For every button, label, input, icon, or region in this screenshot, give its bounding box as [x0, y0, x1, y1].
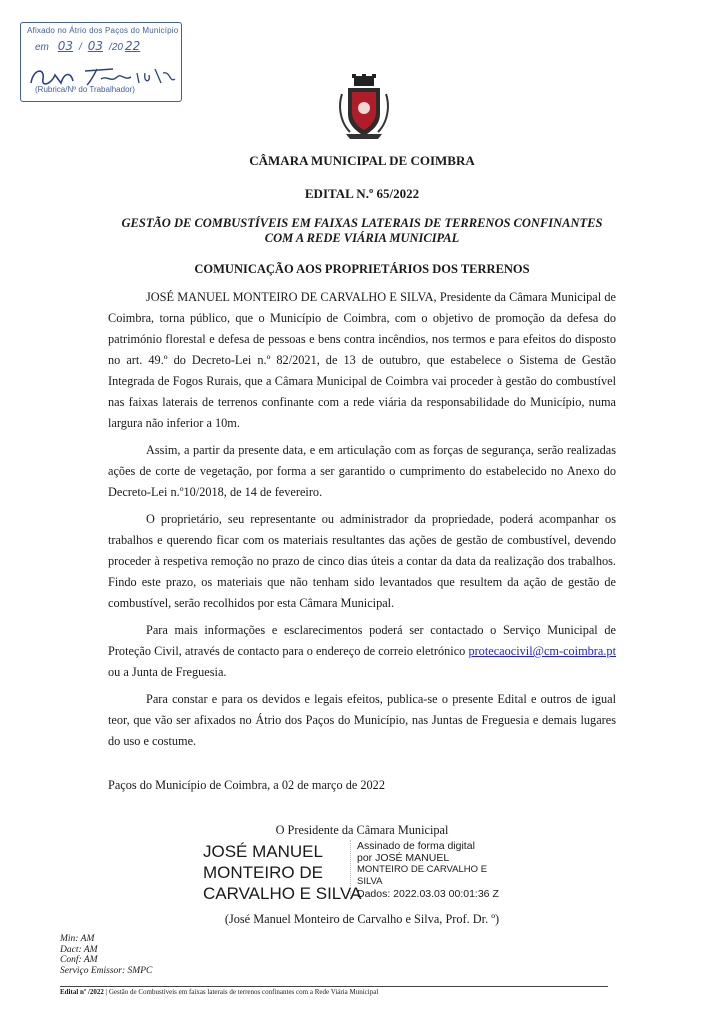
president-title: O Presidente da Câmara Municipal [275, 823, 449, 837]
page-footer [60, 986, 608, 996]
stamp-date: em 03 / 03 /20 22 [35, 39, 141, 53]
footer-label: Edital nº /2022 [60, 988, 104, 996]
edital-number: EDITAL N.º 65/2022 [304, 186, 420, 201]
communication-heading: COMUNICAÇÃO AOS PROPRIETÁRIOS DOS TERRENOS [194, 262, 530, 276]
paragraph-2: Assim, a partir da presente data, e em articulação com as forças de segurança, serão realizadas ações de corte de vegetação, por forma a ser garantido o cumprimento do estabelecido no Anexo do Decreto-Lei n.º10/2018, de 14 de fevereiro. [108, 443, 616, 499]
subject-title: GESTÃO DE COMBUSTÍVEIS EM FAIXAS LATERAIS DE TERRENOS CONFINANTES COM A REDE VIÁRIA MUNICIPAL [121, 216, 603, 245]
digital-signature-details: Assinado de forma digital por JOSÉ MANUEL MONTEIRO DE CARVALHO E SILVA Dados: 2022.03.03 00:01:36 Z [350, 840, 537, 900]
afixado-stamp [20, 22, 182, 102]
footer-text: | Gestão de Combustíveis em faixas laterais de terrenos confinantes com a Rede Viária Municipal [105, 988, 379, 996]
digital-signature-name: JOSÉ MANUEL MONTEIRO DE CARVALHO E SILVA [203, 842, 362, 903]
stamp-title: Afixado no Átrio dos Paços do Município [27, 26, 179, 35]
paragraph-3: O proprietário, seu representante ou administrador da propriedade, poderá acompanhar os trabalhos e querendo ficar com os materiais resultantes das ações de gestão de combustível, devendo proceder à respetiva remoção no prazo de cinco dias úteis a contar da data da realização dos trabalhos. Findo este prazo, os materiais que não tenham sido levantados que resultem da ação de gestão de combustível, serão recolhidos por esta Câmara Municipal. [108, 512, 616, 610]
date-line: Paços do Município de Coimbra, a 02 de março de 2022 [108, 778, 385, 792]
document-metadata: Min: AM Dact: AM Conf: AM Serviço Emissor: SMPC [60, 934, 153, 976]
coat-of-arms-icon [336, 72, 392, 140]
stamp-caption: (Rubrica/Nº do Trabalhador) [35, 85, 135, 94]
stamp-month: 03 [87, 39, 104, 53]
stamp-day: 03 [57, 39, 73, 53]
paragraph-4: Para mais informações e esclarecimentos poderá ser contactado o Serviço Municipal de Proteção Civil, através de contacto para o endereço de correio eletrónico protecaocivil@cm-coimbra.pt ou a Junta de Freguesia. [108, 623, 616, 679]
paragraph-5: Para constar e para os devidos e legais efeitos, publica-se o presente Edital e outros de igual teor, que vão ser afixados no Átrio dos Paços do Município, nas Juntas de Freguesia e demais lugares do uso e costume. [108, 692, 616, 748]
institution-title: CÂMARA MUNICIPAL DE COIMBRA [249, 153, 475, 168]
email-link[interactable]: protecaocivil@cm-coimbra.pt [468, 644, 616, 658]
stamp-year: 22 [124, 39, 141, 53]
paragraph-1: JOSÉ MANUEL MONTEIRO DE CARVALHO E SILVA, Presidente da Câmara Municipal de Coimbra, torna público, que o Município de Coimbra, com o objetivo de promoção da defesa do património florestal e defesa de pessoas e bens contra incêndios, nos termos e para efeitos do disposto no art. 49.º do Decreto-Lei n.º 82/2021, de 13 de outubro, que estabelece o Sistema de Gestão Integrada de Fogos Rurais, que a Câmara Municipal de Coimbra vai proceder à gestão do combustível nas faixas laterais de terrenos confinante com a rede viária da responsabilidade do Município, numa largura não inferior a 10m. [108, 290, 616, 430]
document-body [108, 287, 616, 758]
president-full-name: (José Manuel Monteiro de Carvalho e Silva, Prof. Dr. º) [224, 912, 500, 926]
